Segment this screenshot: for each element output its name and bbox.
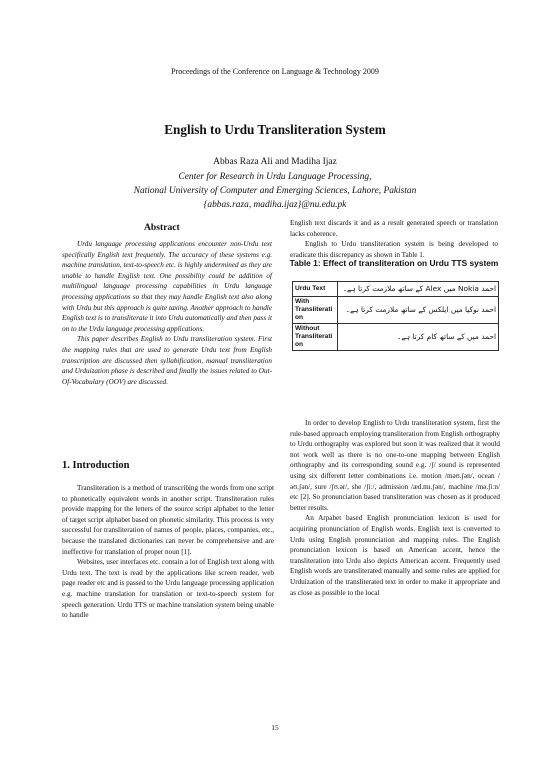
authors: Abbas Raza Ali and Madiha Ijaz	[213, 157, 337, 167]
right-paragraph-0: English text discards it and as a result generated speech or translation lacks coherence.	[290, 219, 498, 238]
table-row-urdu: احمد Nokia میں Alex کے ساتھ ملازمت کرتا ہے۔	[338, 282, 499, 297]
table-row	[293, 282, 499, 297]
page-number: 15	[271, 723, 279, 732]
proceedings-header: Proceedings of the Conference on Language & Technology 2009	[171, 67, 379, 76]
abstract-paragraph-1: Urdu language processing applications encounter non-Urdu text specifically English text frequently. The accuracy of these systems e.g. machine translation, text-to-speech etc. is highly undermined as they are unable to handle English text. One possibility could be addition of multilingual language processing capabilities in Urdu language processing applications so that they may handle English text also along with Urdu but this approach is quite taxing. Another approach to handle English text is to transliterate it into Urdu automatically and then pass it on to the Urdu language processing applications.	[62, 240, 272, 333]
abstract-paragraph-2: This paper describes English to Urdu transliteration system. First the mapping rules that are used to generate Urdu text from English transcription are discussed then syllabification, manual transliteration and Urduization phase is described and finally the issues related to Out-Of-Vocabulary (OOV) are discussed.	[62, 335, 272, 386]
right-paragraph-3: An Arpabet based English pronunciation lexicon is used for acquiring pronunciation of English words. English text is converted to Urdu using English pronunciation and mapping rules. The English pronunciation lexicon is based on American accent, hence the transliteration into Urdu also depicts American accent. Frequently used English words are transliterated manually and some rules are applied for Urduization of the transliterated text in order to make it appropriate and as close as possible to the local	[290, 514, 500, 597]
table-row-urdu: احمد نوکیا میں ایلکس کے ساتھ ملازمت کرتا ہے۔	[338, 297, 499, 324]
right-paragraph-1: English to Urdu transliteration system is being developed to eradicate this discrepancy as shown in Table 1.	[290, 240, 498, 259]
transliteration-table	[292, 281, 499, 351]
table-row-label: Without Transliterati on	[293, 324, 338, 351]
table-row	[293, 297, 499, 324]
abstract-heading: Abstract	[144, 222, 180, 233]
table-row	[293, 324, 499, 351]
right-column-top	[290, 218, 498, 260]
introduction-body	[62, 483, 274, 621]
abstract-body	[62, 239, 272, 387]
table-row-label: Urdu Text	[293, 282, 338, 297]
right-column-bottom	[290, 418, 500, 598]
intro-paragraph-1: Transliteration is a method of transcribing the words from one script to phonetically equivalent words in another script. Transliteration rules provide mapping for the letters of the source script alphabet to the letter of target script alphabet based on phonetic similarity. This process is very successful for transliteration of names of people, places, companies, etc., because the translated dictionaries can never be comprehensive and are ineffective for translation of proper noun [1].	[62, 484, 274, 556]
affiliation-center: Center for Research in Urdu Language Processing,	[178, 172, 372, 182]
table-row-label: With Transliterati on	[293, 297, 338, 324]
table-caption: Table 1: Effect of transliteration on Urdu TTS system	[289, 258, 499, 268]
paper-title: English to Urdu Transliteration System	[164, 122, 386, 137]
right-paragraph-2: In order to develop English to Urdu transliteration system, first the rule-based approach employing transliteration from English orthography to Urdu orthography was explored but soon it was realized that it would not work well as there is no one-to-one mapping between English orthography and its corresponding sound e.g. /ʃ/ sound is represented using six different letter combinations i.e. motion /məʊ.ʃən/, ocean /əʊ.ʃən/, sure /ʃʊ.ər/, she /ʃiː/, admission /æd.mɪ.ʃən/, machine /mə.ʃiːn/ etc [2]. So pronunciation based transliteration was chosen as it produced better results.	[290, 419, 500, 512]
intro-paragraph-2: Websites, user interfaces etc. contain a lot of English text along with Urdu text. The text is read by the applications like screen reader, web page reader etc and is passed to the Urdu language processing application e.g. machine translation for translation or text-to-speech system for speech generation. Urdu TTS or machine translation system being unable to handle	[62, 558, 274, 620]
affiliation-email: {abbas.raza, madiha.ijaz}@nu.edu.pk	[203, 200, 347, 210]
table-row-urdu: احمد میں کے ساتھ کام کرتا ہے۔	[338, 324, 499, 351]
affiliation-university: National University of Computer and Emerging Sciences, Lahore, Pakistan	[133, 186, 417, 196]
section-heading-introduction: 1. Introduction	[62, 460, 130, 471]
